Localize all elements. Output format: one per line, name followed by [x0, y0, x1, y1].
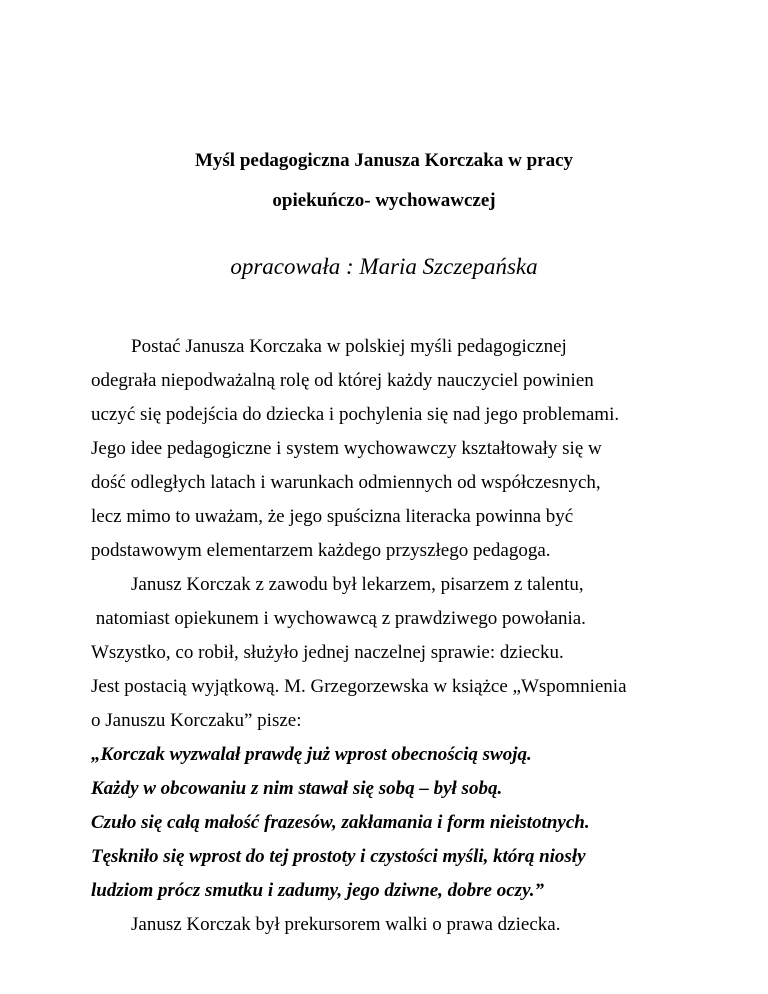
quote-line-4: Tęskniło się wprost do tej prostoty i czystości myśli, którą niosły [91, 846, 586, 867]
paragraph-1-line-2: odegrała niepodważalną rolę od której każdy nauczyciel powinien [91, 370, 594, 391]
paragraph-1-line-3: uczyć się podejścia do dziecka i pochylenia się nad jego problemami. [91, 404, 620, 425]
paragraph-1-line-6: lecz mimo to uważam, że jego spuścizna literacka powinna być [91, 506, 574, 527]
title-line-2: opiekuńczo- wychowawczej [272, 190, 496, 211]
title-line-1: Myśl pedagogiczna Janusza Korczaka w pracy [194, 150, 574, 171]
quote-line-3: Czuło się całą małość frazesów, zakłamania i form nieistotnych. [91, 812, 590, 833]
paragraph-2-line-2: natomiast opiekunem i wychowawcą z prawdziwego powołania. [91, 608, 586, 629]
paragraph-1-line-7: podstawowym elementarzem każdego przyszłego pedagoga. [91, 540, 551, 561]
paragraph-2-line-1: Janusz Korczak z zawodu był lekarzem, pisarzem z talentu, [131, 574, 584, 595]
quote-line-2: Każdy w obcowaniu z nim stawał się sobą – był sobą. [91, 778, 503, 799]
paragraph-3-line-1: Janusz Korczak był prekursorem walki o prawa dziecka. [131, 914, 561, 935]
paragraph-1-line-1: Postać Janusza Korczaka w polskiej myśli pedagogicznej [131, 336, 567, 357]
paragraph-1-line-4: Jego idee pedagogiczne i system wychowawczy kształtowały się w [91, 438, 602, 459]
quote-line-1: „Korczak wyzwalał prawdę już wprost obecnością swoją. [91, 744, 532, 765]
author-line: opracowała : Maria Szczepańska [230, 254, 538, 279]
paragraph-2-line-5: o Januszu Korczaku” pisze: [91, 710, 302, 731]
paragraph-2-line-4: Jest postacią wyjątkową. M. Grzegorzewska w książce „Wspomnienia [91, 676, 627, 697]
paragraph-2-line-3: Wszystko, co robił, służyło jednej naczelnej sprawie: dziecku. [91, 642, 564, 663]
paragraph-1-line-5: dość odległych latach i warunkach odmiennych od współczesnych, [91, 472, 601, 493]
quote-line-5: ludziom prócz smutku i zadumy, jego dziwne, dobre oczy.” [91, 880, 545, 901]
